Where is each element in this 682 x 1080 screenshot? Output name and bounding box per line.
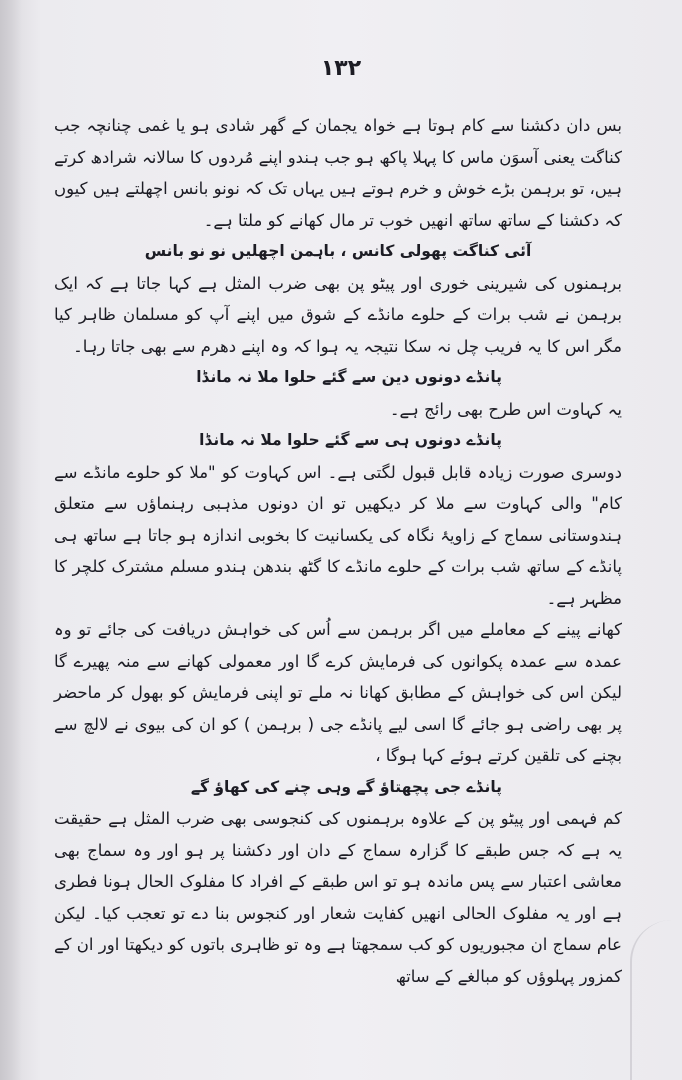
spine-shadow (0, 0, 22, 1080)
proverb-verse: پانڈے دونوں دین سے گئے حلوا ملا نہ مانڈا (196, 368, 502, 386)
proverb-verse: پانڈے دونوں ہی سے گئے حلوا ملا نہ مانڈا (199, 431, 502, 449)
paragraph: بس دان دکشنا سے کام ہوتا ہے خواہ یجمان کے گھر شادی ہو یا غمی چنانچہ جب کناگت یعنی آسوَن ماس کا پہلا پاکھ ہو جب ہندو اپنے مُردوں کا سالانہ شرادھ کرتے ہیں، تو برہمن بڑے خوش و خرم ہوتے ہیں یہاں تک کہ نونو بانس اچھلتے ہیں کیوں کہ دکشنا کے ساتھ ساتھ انھیں خوب تر مال کھانے کو ملتا ہے۔ (54, 116, 622, 230)
body-text (54, 110, 622, 992)
paragraph: یہ کہاوت اس طرح بھی رائج ہے۔ (389, 399, 622, 419)
proverb-verse: آئی کناگت پھولی کانس ، باہمن اچھلیں نو نو بانس (144, 242, 532, 260)
paragraph: کم فہمی اور پیٹو پن کے علاوہ برہمنوں کی کنجوسی بھی ضرب المثل ہے حقیقت یہ ہے کہ جس طبقے کا گزارہ سماج کے دان اور دکشنا پر ہو اور وہ سماج بھی معاشی اعتبار سے پس ماندہ ہو تو اس طبقے کے افراد کا مفلوک الحال ہونا فطری ہے اور یہ مفلوک الحالی انھیں کفایت شعار اور کنجوس بنا دے تو تعجب کیا۔ لیکن عام سماج ان مجبوریوں کو کب سمجھتا ہے وہ تو ظاہری باتوں کو دیکھتا اور ان کے کمزور پہلوؤں کو مبالغے کے ساتھ (54, 809, 622, 986)
paragraph: برہمنوں کی شیرینی خوری اور پیٹو پن بھی ضرب المثل ہے کہا جاتا ہے کہ ایک برہمن نے شب برات کے حلوے مانڈے کے شوق میں اپنے آپ کو مسلمان ظاہر کیا مگر اس کا یہ فریب چل نہ سکا نتیجہ یہ ہوا کہ وہ اپنے دھرم سے بھی جاتا رہا۔ (54, 273, 622, 356)
paragraph: دوسری صورت زیادہ قابل قبول لگتی ہے۔ اس کہاوت کو "ملا کو حلوے مانڈے سے کام" والی کہاوت سے ملا کر دیکھیں تو ان دونوں مذہبی رہنماؤں سے متعلق ہندوستانی سماج کے زاویۂ نگاہ کی یکسانیت کا بخوبی اندازہ ہو جاتا ہے ساتھ ہی پانڈے کے ساتھ شب برات کے حلوے مانڈے کا گٹھ بندھن ہندو مسلم مشترک کلچر کا مظہر ہے۔ (54, 462, 622, 608)
proverb-verse: پانڈے جی پچھتاؤ گے وہی چنے کی کھاؤ گے (190, 777, 502, 796)
paragraph: کھانے پینے کے معاملے میں اگر برہمن سے اُس کی خواہش دریافت کی جائے تو وہ عمدہ سے عمدہ پکوانوں کی فرمایش کرے گا اور معمولی کھانے سے منہ پھیرے گا لیکن اس کی خواہش کے مطابق کھانا نہ ملے تو اپنی فرمایش کو بھول کر ماحضر پر بھی راضی ہو جائے گا اسی لیے پانڈے جی ( برہمن ) کو ان کی بیوی نے لالچ سے بچنے کی تلقین کرتے ہوئے کہا ہوگا ، (54, 620, 622, 765)
page-number: ۱۳۲ (320, 56, 362, 81)
page-curl (630, 920, 672, 1080)
